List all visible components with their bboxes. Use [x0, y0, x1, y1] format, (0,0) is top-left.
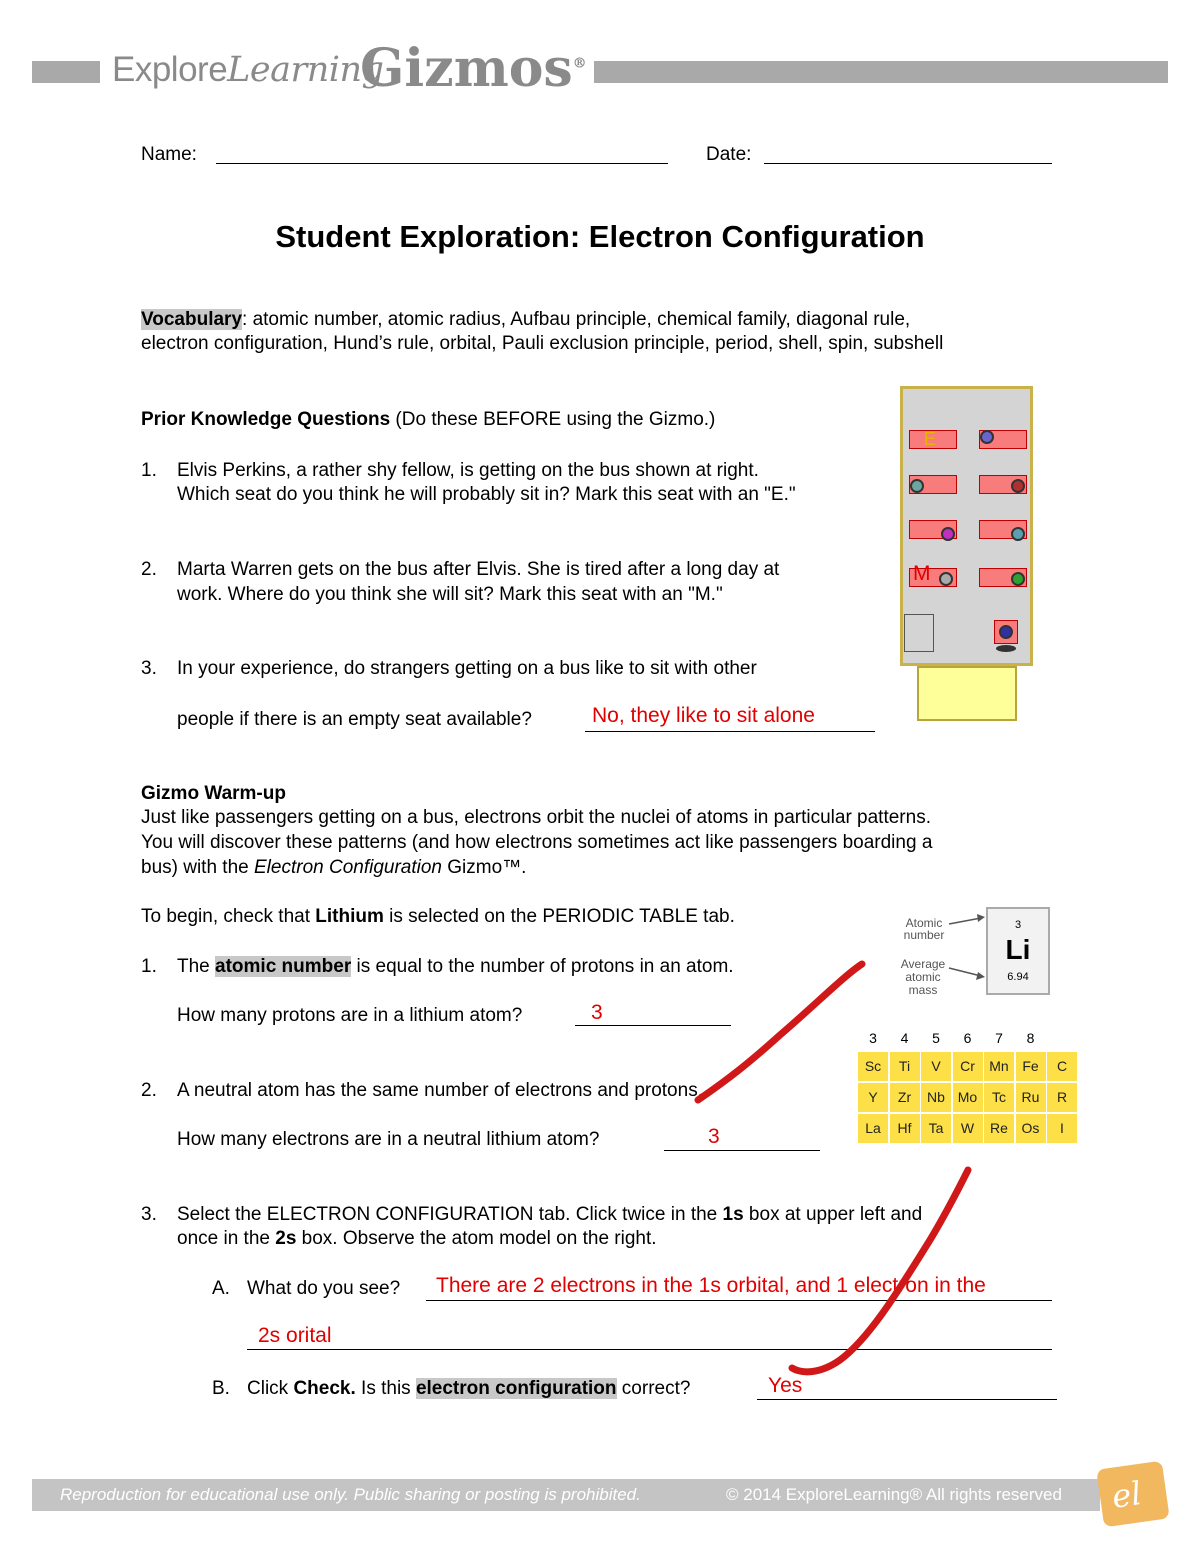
passenger-icon: [910, 479, 924, 493]
warmup-q1-text: The atomic number is equal to the number of protons in an atom.: [177, 956, 734, 977]
group-number-label: 3: [869, 1030, 877, 1046]
prior-q3-line1: In your experience, do strangers getting on a bus like to sit with other: [177, 658, 757, 679]
warmup-para-line3: bus) with the Electron Configuration Gizmo™.: [141, 857, 527, 878]
group-number-label: 6: [963, 1030, 972, 1046]
warmup-para-line1: Just like passengers getting on a bus, electrons orbit the nuclei of atoms in particular patterns.: [141, 807, 931, 828]
warmup-heading: Gizmo Warm-up: [141, 783, 286, 804]
element-cell: V: [921, 1052, 951, 1081]
group-number-label: 4: [900, 1030, 909, 1046]
element-cell: C: [1047, 1052, 1077, 1081]
prior-q2-number: 2.: [141, 559, 157, 580]
prior-q1-number: 1.: [141, 460, 157, 481]
brand-explorelearning: ExploreLearning: [112, 50, 384, 90]
element-cell: Cr: [953, 1052, 983, 1081]
average-mass-label: Average atomic mass: [900, 957, 946, 997]
group-number-label: 8: [1026, 1030, 1035, 1046]
lithium-symbol: Li: [1005, 934, 1031, 965]
prior-q3-answer-field[interactable]: [585, 731, 875, 732]
element-cell: Re: [984, 1114, 1014, 1143]
bus-hood: [917, 666, 1017, 721]
element-cell: W: [953, 1114, 983, 1143]
bus-mark-e: E: [924, 429, 937, 449]
date-field[interactable]: [764, 163, 1052, 164]
element-cell: Fe: [1016, 1052, 1046, 1081]
bus-mark-m: M: [913, 562, 931, 585]
warmup-q3-line2: once in the 2s box. Observe the atom model on the right.: [177, 1228, 657, 1249]
element-cell: Os: [1016, 1114, 1046, 1143]
prior-q3-line2: people if there is an empty seat available?: [177, 709, 532, 730]
brand-gizmos: Gizmos®: [360, 38, 587, 99]
atomic-number-label: Atomic number: [903, 916, 945, 942]
group-number-label: 5: [932, 1030, 940, 1046]
driver-icon: [999, 625, 1013, 639]
passenger-icon: [939, 572, 953, 586]
element-cell: I: [1047, 1114, 1077, 1143]
passenger-icon: [1011, 572, 1025, 586]
prior-q3-number: 3.: [141, 658, 157, 679]
warmup-q2-text: A neutral atom has the same number of electrons and protons.: [177, 1080, 703, 1101]
warmup-qA-text: What do you see?: [247, 1278, 401, 1299]
header-bar-right: [594, 61, 1168, 83]
label-arrows: [945, 910, 990, 985]
warmup-qA-label: A.: [212, 1278, 230, 1299]
warmup-qB-answer: Yes: [768, 1374, 803, 1397]
group-number-label: 7: [995, 1030, 1003, 1046]
passenger-icon: [980, 430, 994, 444]
warmup-qA-answer-line2: 2s orital: [258, 1324, 332, 1347]
check-mark-2: [780, 1160, 1000, 1390]
warmup-q1-number: 1.: [141, 956, 157, 977]
warmup-q3-number: 3.: [141, 1204, 157, 1225]
name-label: Name:: [141, 144, 197, 165]
vocabulary-line-2: electron configuration, Hund’s rule, orbital, Pauli exclusion principle, period, shell, spin, subshell: [141, 333, 944, 354]
element-cell: Mo: [953, 1083, 983, 1112]
element-cell: Hf: [890, 1114, 920, 1143]
passenger-icon: [1011, 527, 1025, 541]
prior-q3-answer: No, they like to sit alone: [592, 704, 815, 727]
warmup-begin: To begin, check that Lithium is selected on the PERIODIC TABLE tab.: [141, 906, 735, 927]
warmup-q1-answer: 3: [591, 1001, 603, 1024]
footer-copyright: © 2014 ExploreLearning® All rights reserved: [726, 1485, 1062, 1504]
explorelearning-logo-icon: el: [1096, 1461, 1169, 1528]
prior-q2-line2: work. Where do you think she will sit? Mark this seat with an "M.": [177, 584, 723, 605]
page-title: Student Exploration: Electron Configuration: [275, 219, 925, 254]
warmup-q2-answer-field[interactable]: [664, 1150, 820, 1151]
check-mark-1: [690, 950, 890, 1130]
element-cell: Mn: [984, 1052, 1014, 1081]
name-field[interactable]: [216, 163, 668, 164]
date-label: Date:: [706, 144, 752, 165]
warmup-q1-sub: How many protons are in a lithium atom?: [177, 1005, 523, 1026]
element-cell: Y: [858, 1083, 888, 1112]
warmup-q2-number: 2.: [141, 1080, 157, 1101]
prior-q1-line1: Elvis Perkins, a rather shy fellow, is getting on the bus shown at right.: [177, 460, 759, 481]
prior-q1-line2: Which seat do you think he will probably sit in? Mark this seat with an "E.": [177, 484, 796, 505]
bus-door: [904, 614, 934, 652]
header-bar-left: [32, 61, 100, 83]
warmup-qB-text: Click Check. Is this electron configuration correct?: [247, 1378, 691, 1399]
lithium-mass: 6.94: [1007, 971, 1029, 983]
warmup-q3-line1: Select the ELECTRON CONFIGURATION tab. Click twice in the 1s box at upper left and: [177, 1204, 923, 1225]
prior-q2-line1: Marta Warren gets on the bus after Elvis. She is tired after a long day at: [177, 559, 780, 580]
warmup-qB-label: B.: [212, 1378, 230, 1399]
element-cell: R: [1047, 1083, 1077, 1112]
passenger-icon: [1011, 479, 1025, 493]
warmup-q2-sub: How many electrons are in a neutral lithium atom?: [177, 1129, 600, 1150]
warmup-qB-answer-field[interactable]: [757, 1399, 1057, 1400]
element-cell: Tc: [984, 1083, 1014, 1112]
warmup-q2-answer: 3: [708, 1125, 720, 1148]
element-cell: Ti: [890, 1052, 920, 1081]
lithium-card: [986, 907, 1050, 995]
passenger-icon: [941, 527, 955, 541]
element-cell: Zr: [890, 1083, 920, 1112]
steering-wheel-icon: [996, 645, 1016, 652]
prior-knowledge-heading: Prior Knowledge Questions (Do these BEFORE using the Gizmo.): [141, 409, 716, 430]
footer-notice: Reproduction for educational use only. Public sharing or posting is prohibited.: [60, 1485, 641, 1504]
warmup-para-line2: You will discover these patterns (and how electrons sometimes act like passengers boarding a: [141, 832, 933, 853]
vocabulary-label: Vocabulary: [141, 309, 243, 330]
bus-diagram: [900, 386, 1036, 726]
footer-bar: [32, 1479, 1100, 1511]
element-cell: Ru: [1016, 1083, 1046, 1112]
vocabulary-line-1: Vocabulary: atomic number, atomic radius, Aufbau principle, chemical family, diagonal rule,: [141, 309, 911, 330]
warmup-qA-answer-line1: There are 2 electrons in the 1s orbital, and 1 electron in the: [436, 1274, 986, 1297]
lithium-atomic-number: 3: [1014, 919, 1022, 931]
element-cell: Ta: [921, 1114, 951, 1143]
element-cell: La: [858, 1114, 888, 1143]
element-cell: Sc: [858, 1052, 888, 1081]
element-cell: Nb: [921, 1083, 951, 1112]
